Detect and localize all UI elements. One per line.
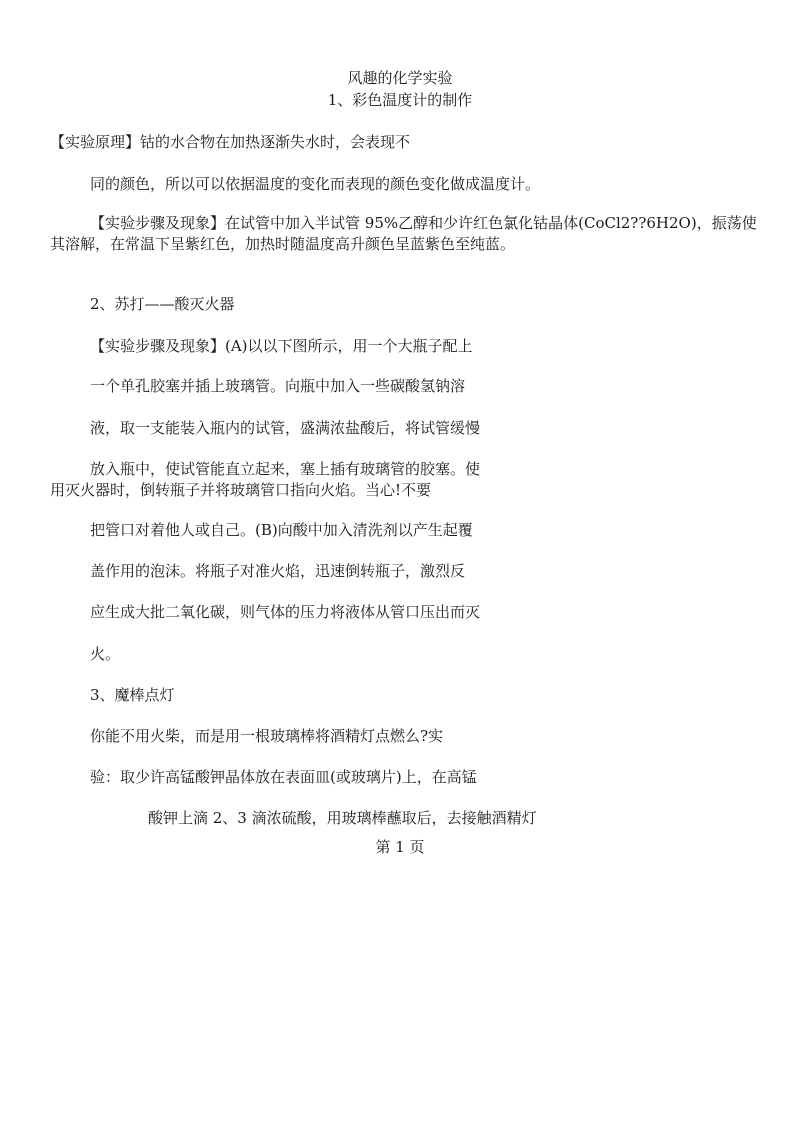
section-heading-color-thermometer: 1、彩色温度计的制作 xyxy=(327,91,473,109)
paragraph-line: 你能不用火柴，而是用一根玻璃棒将酒精灯点燃么?实 xyxy=(90,727,444,745)
document-title: 风趣的化学实验 xyxy=(347,69,453,87)
paragraph-line: 酸钾上滴 2、3 滴浓硫酸，用玻璃棒蘸取后，去接触酒精灯 xyxy=(148,809,537,827)
paragraph-line: 【实验步骤及现象】在试管中加入半试管 95%乙醇和少许红色氯化钴晶体(CoCl2??6H2O)，振荡使 xyxy=(90,214,757,232)
paragraph-line: 液，取一支能装入瓶内的试管，盛满浓盐酸后，将试管缓慢 xyxy=(90,419,481,437)
paragraph-line: 其溶解，在常温下呈紫红色，加热时随温度高升颜色呈蓝紫色至纯蓝。 xyxy=(50,235,516,253)
section-heading-magic-wand-lamp: 3、魔棒点灯 xyxy=(90,686,175,704)
paragraph-line: 盖作用的泡沫。将瓶子对准火焰，迅速倒转瓶子，激烈反 xyxy=(90,562,466,580)
paragraph-line: 火。 xyxy=(90,645,121,663)
paragraph-line: 放入瓶中，使试管能直立起来，塞上插有玻璃管的胶塞。使 xyxy=(90,460,481,478)
section-heading-soda-acid-extinguisher: 2、苏打——酸灭火器 xyxy=(90,295,235,313)
paragraph-line: 【实验原理】钴的水合物在加热逐渐失水时，会表现不 xyxy=(50,133,411,151)
paragraph-line: 把管口对着他人或自己。(B)向酸中加入清洗剂以产生起覆 xyxy=(90,521,473,539)
paragraph-line: 用灭火器时，倒转瓶子并将玻璃管口指向火焰。当心!不要 xyxy=(50,481,432,499)
paragraph-line: 【实验步骤及现象】(A)以以下图所示，用一个大瓶子配上 xyxy=(90,337,473,355)
paragraph-line: 一个单孔胶塞并插上玻璃管。向瓶中加入一些碳酸氢钠溶 xyxy=(90,377,466,395)
paragraph-line: 应生成大批二氧化碳，则气体的压力将液体从管口压出而灭 xyxy=(90,603,481,621)
paragraph-line: 同的颜色，所以可以依据温度的变化而表现的颜色变化做成温度计。 xyxy=(90,175,541,193)
page-number: 第 1 页 xyxy=(375,838,425,856)
paragraph-line: 验：取少许高锰酸钾晶体放在表面皿(或玻璃片)上，在高锰 xyxy=(90,768,477,786)
